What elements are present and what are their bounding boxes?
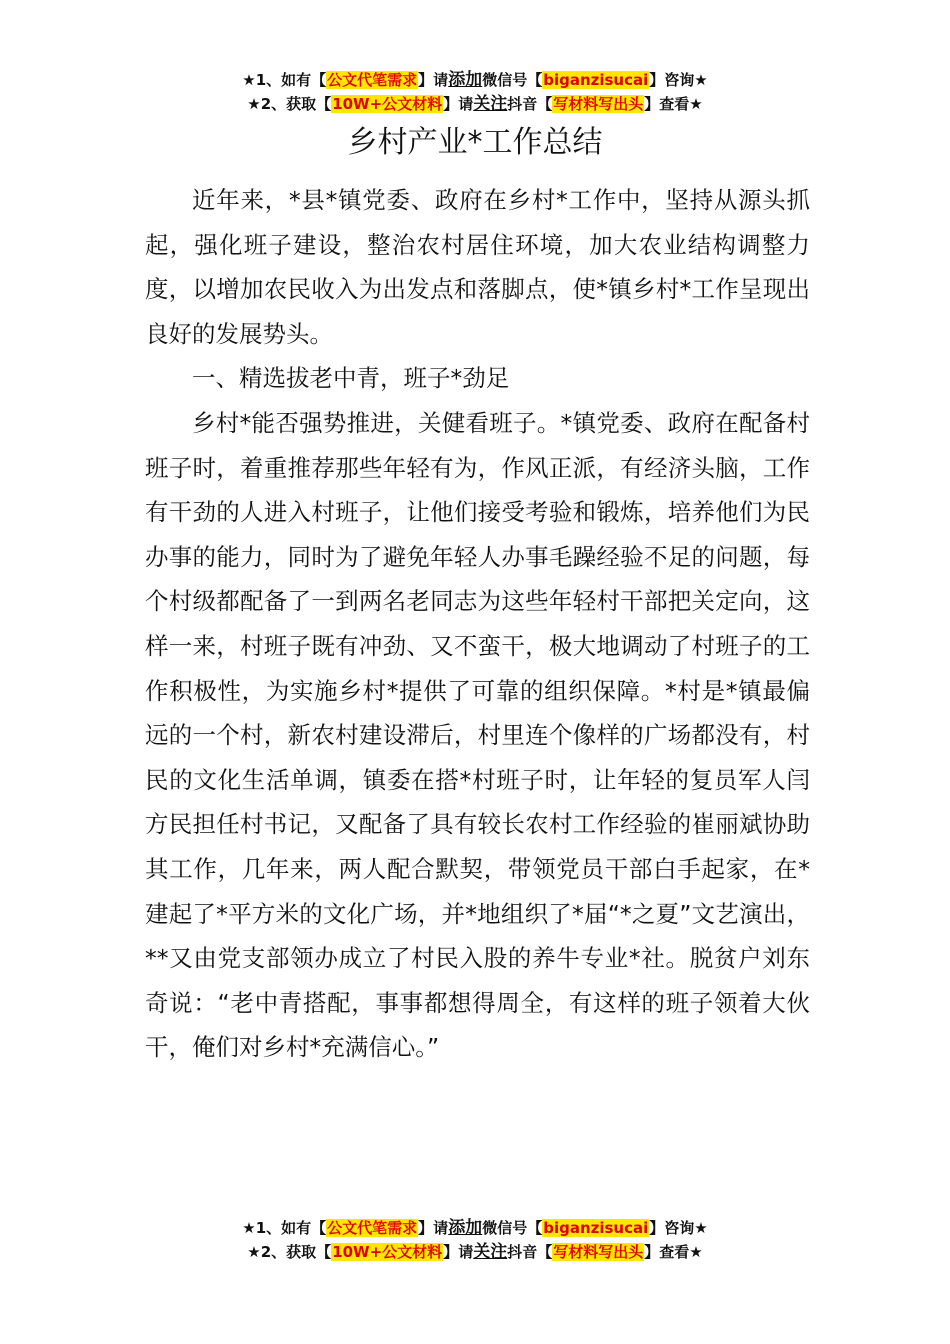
paragraph-section-1: 乡村*能否强势推进，关健看班子。*镇党委、政府在配备村班子时，着重推荐那些年轻有为，作风正派，有经济头脑，工作有干劲的人进入村班子，让他们接受考验和锻炼，培养他们为民办事的能力，同时为了避免年轻人办事毛躁经验不足的问题，每个村级都配备了一到两名老同志为这些年轻村干部把关定向，这样一来，村班子既有冲劲、又不蛮干，极大地调动了村班子的工作积极性，为实施乡村*提供了可靠的组织保障。*村是*镇最偏远的一个村，新农村建设滞后，村里连个像样的广场都没有，村民的文化生活单调，镇委在搭*村班子时，让年轻的复员军人闫方民担任村书记，又配备了具有较长农村工作经验的崔丽斌协助其工作，几年来，两人配合默契，带领党员干部白手起家，在*建起了*平方米的文化广场，并*地组织了*届“*之夏”文艺演出，**又由党支部领办成立了村民入股的养牛专业*社。脱贫户刘东奇说：“老中青搭配，事事都想得周全，有这样的班子领着大伙干，俺们对乡村*充满信心。”	[145, 408, 810, 1062]
promo-underline: 添加	[448, 1218, 483, 1238]
promo-highlight: 写材料写出头	[553, 1243, 644, 1261]
promo-text: 】查看★	[644, 95, 703, 113]
promo-highlight: 公文代笔需求	[327, 71, 418, 89]
promo-text: 】请	[418, 1219, 449, 1237]
promo-line-1	[0, 1216, 950, 1240]
paragraph-intro: 近年来，*县*镇党委、政府在乡村*工作中，坚持从源头抓起，强化班子建设，整治农村居住环境，加大农业结构调整力度，以增加农民收入为出发点和落脚点，使*镇乡村*工作呈现出良好的发展势头。	[145, 186, 810, 348]
promo-banner-top	[0, 68, 950, 116]
promo-highlight: 写材料写出头	[553, 95, 644, 113]
promo-highlight: biganzisucai	[543, 71, 649, 89]
promo-text: ★2、获取【	[247, 1243, 332, 1261]
promo-text: ★2、获取【	[247, 95, 332, 113]
promo-line-1	[0, 68, 950, 92]
promo-text: 】咨询★	[649, 71, 708, 89]
promo-highlight: 公文代笔需求	[327, 1219, 418, 1237]
promo-text: 微信号【	[482, 71, 543, 89]
promo-underline: 关注	[473, 1242, 508, 1262]
promo-highlight: 10W+公文材料	[332, 95, 443, 113]
promo-highlight: 10W+公文材料	[332, 1243, 443, 1261]
promo-text: 】请	[443, 1243, 474, 1261]
promo-text: 】请	[418, 71, 449, 89]
document-title: 乡村产业*工作总结	[347, 125, 603, 160]
promo-underline: 添加	[448, 70, 483, 90]
promo-text: 】查看★	[644, 1243, 703, 1261]
promo-highlight: biganzisucai	[543, 1219, 649, 1237]
promo-text: 微信号【	[482, 1219, 543, 1237]
promo-underline: 关注	[473, 94, 508, 114]
promo-banner-bottom	[0, 1216, 950, 1264]
section-heading: 一、精选拔老中青，班子*劲足	[192, 364, 510, 393]
document-body	[145, 178, 810, 1070]
promo-line-2	[0, 1240, 950, 1264]
promo-text: 抖音【	[507, 1243, 553, 1261]
promo-text: ★1、如有【	[242, 71, 327, 89]
promo-text: 】咨询★	[649, 1219, 708, 1237]
promo-text: 抖音【	[507, 95, 553, 113]
promo-text: 】请	[443, 95, 474, 113]
promo-text: ★1、如有【	[242, 1219, 327, 1237]
promo-line-2	[0, 92, 950, 116]
